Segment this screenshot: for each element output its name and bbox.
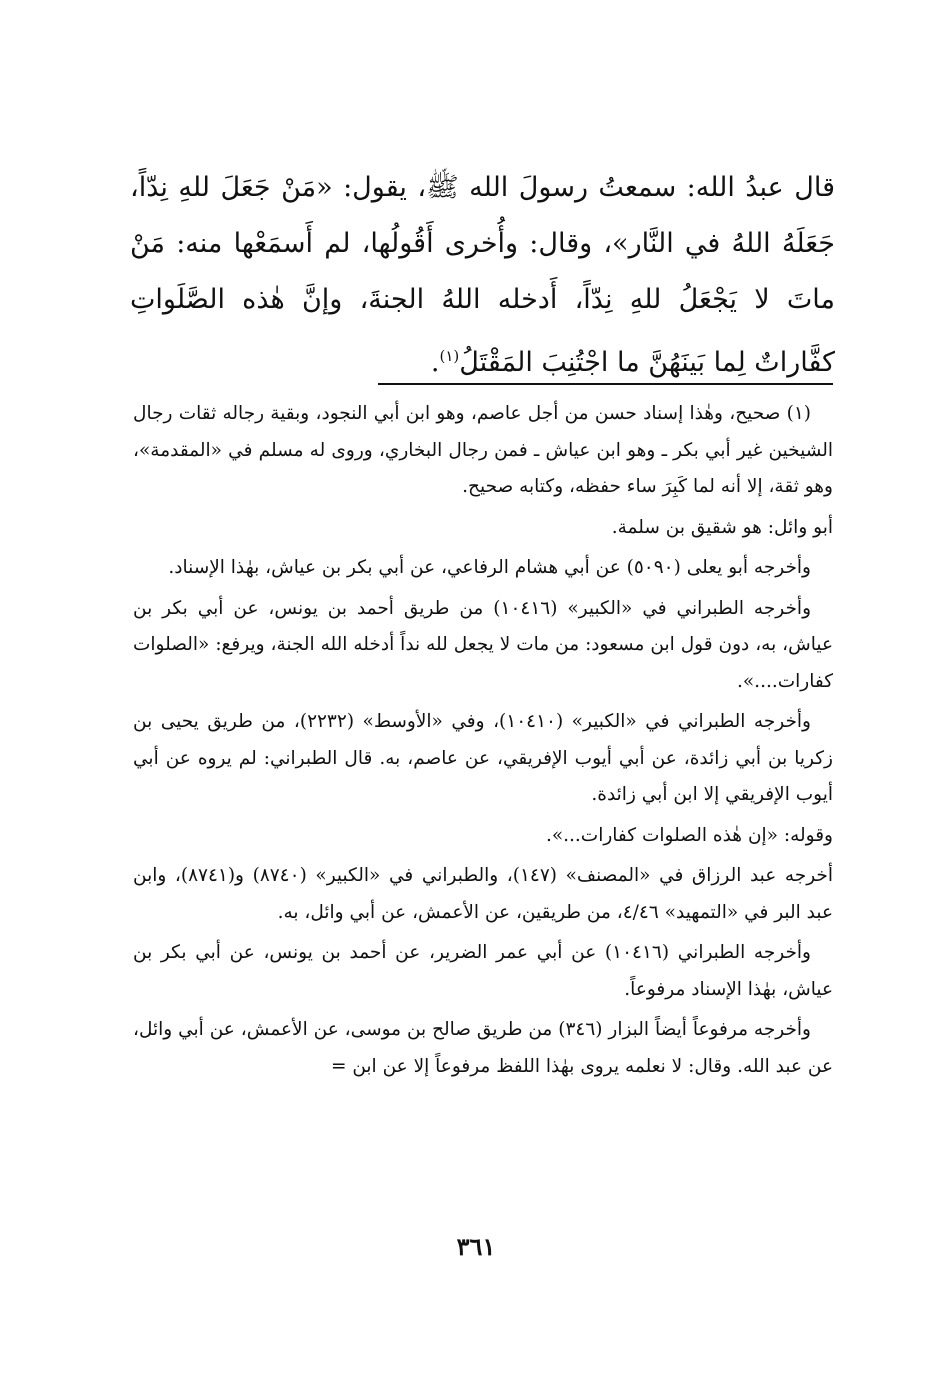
- footnote-paragraph: أخرجه عبد الرزاق في «المصنف» (١٤٧)، والطبراني في «الكبير» (٨٧٤٠) و(٨٧٤١)، وابن عبد البر في «التمهيد» ٤/٤٦، من طريقين، عن الأعمش، عن أبي وائل، به.: [133, 865, 833, 923]
- footnote-paragraph: وأخرجه الطبراني في «الكبير» (١٠٤١٦) من طريق أحمد بن يونس، عن أبي بكر بن عياش، به، دون قول ابن مسعود: من مات لا يجعل لله نداً أدخله الله الجنة، ويرفع: «الصلوات كفارات....».: [133, 597, 833, 692]
- footnote-divider: [378, 383, 833, 385]
- footnote-paragraph: وأخرجه مرفوعاً أيضاً البزار (٣٤٦) من طريق صالح بن موسى، عن الأعمش، عن أبي وائل، عن عبد الله. وقال: لا نعلمه يروى بهٰذا اللفظ مرفوعاً إلا عن ابن =: [133, 1019, 833, 1077]
- footnote-reference: (١): [439, 347, 460, 365]
- footnote-paragraph: وأخرجه الطبراني في «الكبير» (١٠٤١٠)، وفي «الأوسط» (٢٢٣٢)، من طريق يحيى بن زكريا بن أبي زائدة، عن أبي أيوب الإفريقي، عن عاصم، به. قال الطبراني: لم يروه عن أبي أيوب الإفريقي إلا ابن أبي زائدة.: [133, 711, 833, 805]
- main-text-end: .: [430, 347, 440, 378]
- page-number: ٣٦١: [456, 1232, 496, 1261]
- footnote-paragraph: وأخرجه الطبراني (١٠٤١٦) عن أبي عمر الضرير، عن أحمد بن يونس، عن أبي بكر بن عياش، بهٰذا الإسناد مرفوعاً.: [133, 942, 833, 1000]
- footnote-paragraph: وقوله: «إن هٰذه الصلوات كفارات...».: [545, 824, 833, 846]
- footnote-paragraph: أبو وائل: هو شقيق بن سلمة.: [611, 516, 833, 538]
- footnotes: [133, 396, 833, 1089]
- main-text: [130, 160, 835, 391]
- footnote-paragraph: وأخرجه أبو يعلى (٥٠٩٠) عن أبي هشام الرفاعي، عن أبي بكر بن عياش، بهٰذا الإسناد.: [168, 557, 811, 578]
- footnote-paragraph: (١) صحيح، وهٰذا إسناد حسن من أجل عاصم، وهو ابن أبي النجود، وبقية رجاله ثقات رجال الشيخين غير أبي بكر ـ وهو ابن عياش ـ فمن رجال البخاري، وروى له مسلم في «المقدمة»، وهو ثقة، إلا أنه لما كَبِرَ ساء حفظه، وكتابه صحيح.: [133, 403, 833, 497]
- main-text-body: قال عبدُ الله: سمعتُ رسولَ الله ﷺ، يقول: «مَنْ جَعَلَ للهِ نِدّاً، جَعَلَهُ اللهُ في النَّار»، وقال: وأُخرى أَقُولُها، لم أَسمَعْها منه: مَنْ ماتَ لا يَجْعَلُ للهِ نِدّاً، أَدخله اللهُ الجنةَ، وإنَّ هٰذه الصَّلَواتِ كفَّاراتٌ لِما بَينَهُنَّ ما اجْتُنِبَ المَقْتَلُ: [130, 172, 835, 378]
